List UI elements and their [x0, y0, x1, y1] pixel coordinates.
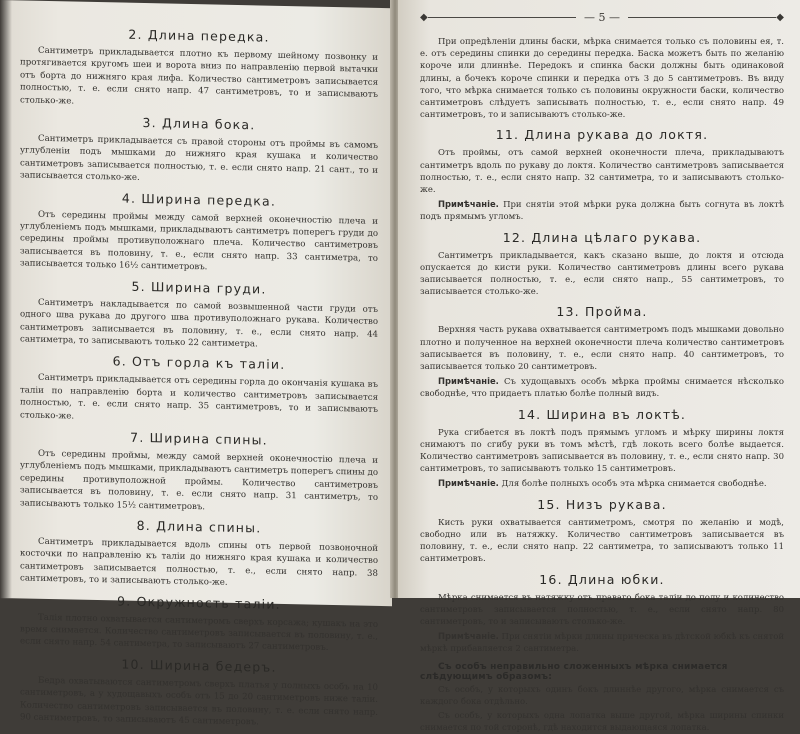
- section-heading: 3. Длина бока.: [142, 115, 256, 133]
- section: [420, 127, 784, 223]
- section-paragraph: Отъ середины проймы, между самой верхней оконечностію плеча и углубленіемъ подъ мышками, прикладываютъ сантиметръ поперегъ спины до середины противуположной проймы. Количество сантиметровъ записывается въ половину, т. е. если снято напр. 31 сантиметръ, то записываютъ только 15½ сантиметровъ.: [20, 448, 378, 512]
- section-heading: 16. Длина юбки.: [539, 571, 665, 587]
- section-paragraph: Сантиметръ прикладывается съ правой стороны отъ проймы въ самомъ углубленіи подъ мышками до нижняго края кушака и количество сантиметровъ записывается полностью, т. е. если снято напр. 21 сант., то и записывается столько-же.: [20, 133, 378, 184]
- section-heading: 13. Пройма.: [556, 304, 648, 320]
- section: [420, 304, 784, 400]
- section: [20, 112, 378, 189]
- section-heading: 12. Длина цѣлаго рукава.: [502, 229, 702, 245]
- section-paragraph: Бедра охватываются сантиметромъ сверхъ платья у полныхъ особъ на 10 сантиметровъ, а у худощавыхъ особъ отъ 15 до 20 сантиметровъ ниже таліи. Количество сантиметровъ записывается въ половину, т. е. если снято напр. 90 сантиметровъ, то записываютъ 45 сантиметровъ.: [20, 675, 378, 728]
- note-label: Примѣчаніе.: [438, 631, 499, 642]
- left-page: [0, 0, 392, 728]
- note-label: Примѣчаніе.: [438, 478, 499, 489]
- note-text: При снятіи мѣрки длины прическа въ дѣтской юбкѣ къ снятой мѣркѣ прибавляется 2 сантиметра.: [420, 632, 785, 655]
- section-paragraph: Отъ середины проймы между самой верхней оконечностію плеча и углубленіемъ подъ мышками, прикладываютъ сантиметръ поперегъ груди до середины проймы противуположнаго плеча. Количество сантиметровъ записывается въ половину, т. е., если снято напр. 33 сантиметра, то записывается только 16½ сантиметровъ.: [20, 209, 378, 273]
- special-paragraph: Съ особъ, у которыхъ одна лопатка выше другой, мѣрка ширины спинки снимается по той сторонѣ, гдѣ находится выдающаяся лопатка.: [420, 710, 784, 734]
- right-page-sections: [420, 127, 784, 655]
- section-paragraph: Сантиметръ прикладывается отъ середины горла до окончанія кушака въ таліи по направленію борта и количество сантиметровъ записывается полностью, т. е. если снято напр. 35 сантиметровъ, то и записываютъ столько-же.: [20, 373, 378, 422]
- section-heading: 5. Ширина груди.: [131, 278, 267, 297]
- section: [420, 497, 784, 566]
- section-note: [420, 630, 784, 655]
- section-note: [420, 375, 784, 400]
- special-heading: Съ особъ неправильно сложенныхъ мѣрка снимается слѣдующимъ образомъ:: [420, 661, 728, 682]
- left-page-sections: [20, 24, 378, 731]
- section-paragraph: Сантиметръ накладывается по самой возвышенной части груди отъ одного шва рукава до другого шва противуположнаго рукава. Количество сантиметровъ записывается въ половину, т. е., если снято напр. 44 сантиметра, то записываютъ только 22 сантиметра.: [20, 297, 378, 350]
- section-heading: 14. Ширина въ локтѣ.: [517, 406, 687, 422]
- header-rule-right: [628, 17, 776, 18]
- section-note: [420, 198, 784, 223]
- intro-paragraph: При опредѣленіи длины баски, мѣрка снимается только съ половины ея, т. е. отъ середины спинки до середины передка. Баска можетъ быть по желанію короче или длиннѣе. Передокъ и спинка баски должны быть одинаковой длины, а бочекъ короче спинки и передка отъ 3 до 5 сантиметровъ. Въ виду того, что мѣрка снимается только съ половины окружности баски, количество сантиметровъ слѣдуетъ записывать полностью, т. е., если снято напр. 49 сантиметровъ, то и записываютъ столько-же.: [420, 37, 784, 121]
- section-heading: 2. Длина передка.: [128, 26, 270, 45]
- section: [420, 572, 784, 656]
- section-paragraph: Мѣрка снимается въ натяжку отъ праваго бока таліи до полу и количество сантиметровъ записывается полностью, т. е., если снято напр. 80 сантиметровъ, то и записываютъ столько-же.: [420, 592, 784, 627]
- section-note: [420, 477, 784, 490]
- header-ornament-right: ◆: [776, 11, 784, 23]
- section-heading: 7. Ширина спины.: [130, 429, 268, 448]
- note-text: При снятіи этой мѣрки рука должна быть согнута въ локтѣ подъ прямымъ угломъ.: [420, 200, 784, 223]
- note-label: Примѣчаніе.: [438, 376, 499, 387]
- left-edge-shadow: [0, 0, 12, 598]
- section: [420, 407, 784, 491]
- section-paragraph: Рука сгибается въ локтѣ подъ прямымъ угломъ и мѣрку ширины локтя снимаютъ по сгибу руки въ томъ мѣстѣ, гдѣ локоть всего болѣе выдается. Количество сантиметровъ записывается въ половину, т. е., если снято напр. 30 сантиметровъ, то записываютъ только 15 сантиметровъ.: [420, 427, 784, 475]
- section-paragraph: Верхняя часть рукава охватывается сантиметромъ подъ мышками довольно плотно и полученное на верхней оконечности плеча количество сантиметровъ записывается въ половину, т. е., если снято напр. 40 сантиметровъ, то записывается только 20 сантиметровъ.: [420, 325, 784, 373]
- section: [20, 427, 378, 517]
- section-heading: 15. Низъ рукава.: [537, 496, 667, 512]
- note-text: Съ худощавыхъ особъ мѣрка проймы снимается нѣсколько свободнѣе, что придаетъ платью болѣе полный видъ.: [420, 377, 785, 400]
- section-heading: 11. Длина рукава до локтя.: [495, 127, 709, 143]
- section: [20, 515, 378, 592]
- section: [20, 654, 378, 731]
- section-paragraph: Талія плотно охватывается сантиметромъ сверхъ корсажа; кушакъ на это время снимается. Количество сантиметровъ записывается въ половину, т. е., если снято напр. 54 сантиметра, то записываютъ 27 сантиметровъ.: [20, 612, 378, 654]
- section-heading: 8. Длина спины.: [136, 517, 262, 536]
- section-paragraph: Кисть руки охватывается сантиметромъ, смотря по желанію и модѣ, свободно или въ натяжку. Количество сантиметровъ записывается въ половину, т. е., если снято напр. 22 сантиметра, то записываютъ только 11 сантиметровъ.: [420, 517, 784, 565]
- section-paragraph: Сантиметръ прикладывается вдоль спины отъ первой позвоночной косточки по направленію къ таліи до нижняго края кушака и количество сантиметровъ записывается полностью, т. е., если снято напр. 38 сантиметровъ, то и записываютъ столько-же.: [20, 536, 378, 588]
- page-header: [420, 8, 784, 26]
- note-text: Для болѣе полныхъ особъ эта мѣрка снимается свободнѣе.: [501, 479, 767, 490]
- section-paragraph: Сантиметръ прикладывается, какъ сказано выше, до локтя и отсюда опускается до кисти руки. Количество сантиметровъ длины всего рукава записывается полностью, т. е., если снято напр., 55 сантиметровъ, то записывается столько-же.: [420, 250, 784, 298]
- section-paragraph: Сантиметръ прикладывается плотно къ первому шейному позвонку и протягивается кругомъ шеи и ворота вниз по направленію первой вытачки отъ борта до нижняго края лифа. Количество сантиметровъ записывается полностью, т. е. если снято напр. 47 сантиметровъ, то и записываютъ столько-же.: [20, 45, 378, 107]
- section: [420, 230, 784, 299]
- page-number: — 5 —: [584, 10, 620, 24]
- section: [20, 591, 378, 656]
- section-heading: 4. Ширина передка.: [121, 190, 277, 209]
- header-ornament-left: ◆: [420, 11, 428, 23]
- section-heading: 9. Окружность таліи.: [117, 593, 281, 612]
- special-paragraph: Съ особъ, у которыхъ одинъ бокъ длиннѣе другого, мѣрка снимается съ каждого бока отдѣльно.: [420, 684, 784, 707]
- section: [20, 352, 378, 429]
- section: [20, 188, 378, 278]
- header-rule-left: [428, 17, 576, 18]
- section: [20, 276, 378, 353]
- section-heading: 6. Отъ горла къ таліи.: [112, 353, 286, 373]
- note-label: Примѣчаніе.: [438, 199, 499, 210]
- special-paragraphs: [420, 684, 784, 734]
- section-heading: 10. Ширина бедеръ.: [121, 656, 277, 675]
- section-paragraph: Отъ проймы, отъ самой верхней оконечности плеча, прикладываютъ сантиметръ вдоль по рукаву до локтя. Количество сантиметровъ записывается полностью, т. е., если снято напр. 32 сантиметра, то и записываютъ столько-же.: [420, 148, 784, 196]
- section: [20, 24, 378, 114]
- right-page-intro: [420, 36, 784, 121]
- right-page: [398, 0, 800, 734]
